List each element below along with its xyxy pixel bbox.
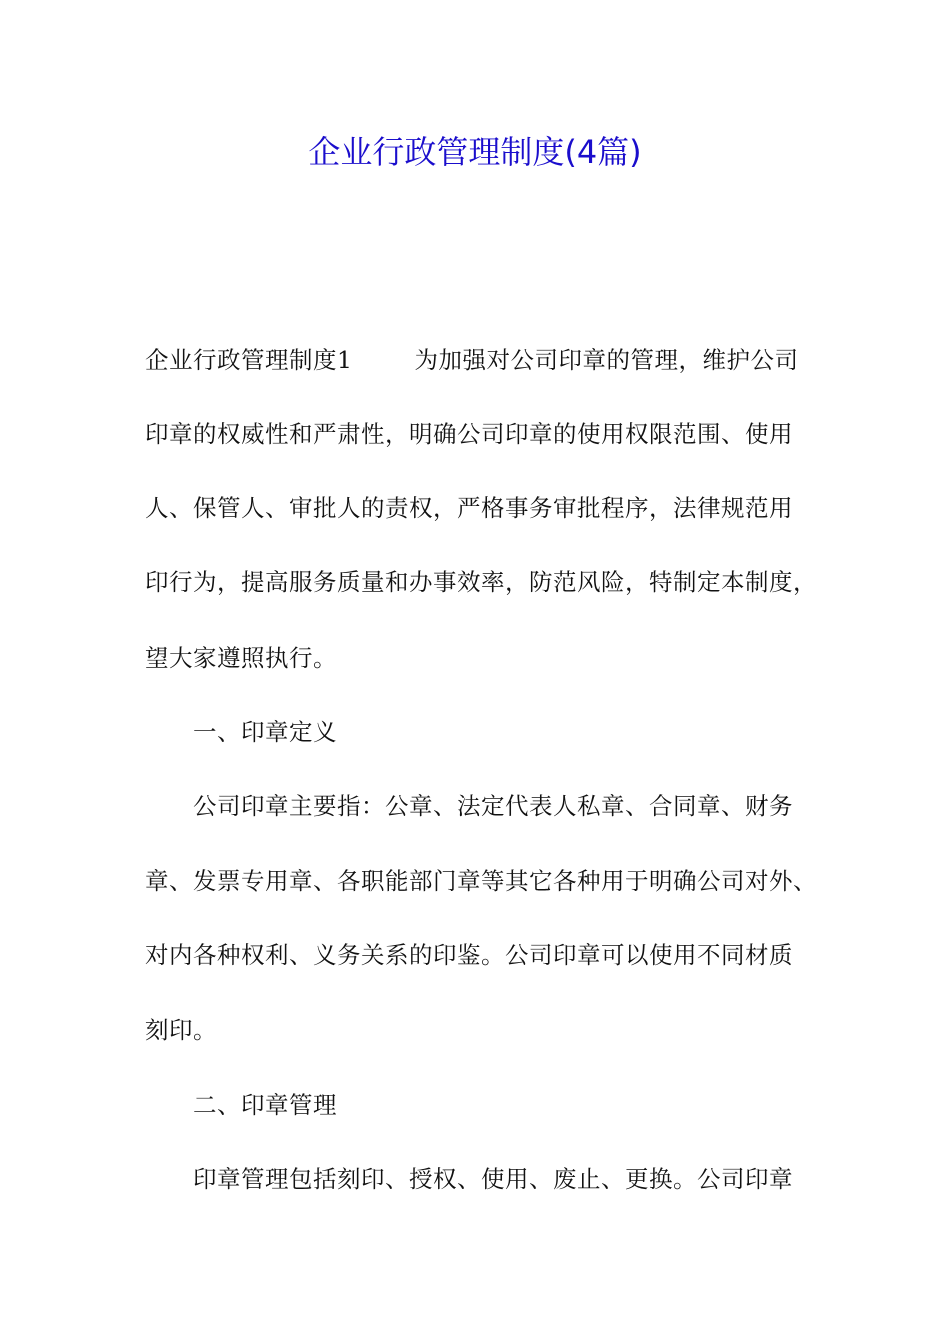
text-line: 对内各种权利、义务关系的印鉴。公司印章可以使用不同材质 [145, 941, 793, 969]
text-line: 章、发票专用章、各职能部门章等其它各种用于明确公司对外、 [145, 867, 817, 895]
text-line: 印章管理包括刻印、授权、使用、废止、更换。公司印章 [193, 1165, 793, 1193]
section-heading: 二、印章管理 [193, 1091, 337, 1119]
section-label: 企业行政管理制度1 [145, 346, 353, 374]
text-line: 望大家遵照执行。 [145, 644, 337, 672]
text-line [145, 345, 835, 375]
text-line: 印章的权威性和严肃性，明确公司印章的使用权限范围、使用 [145, 420, 793, 448]
text-line: 公司印章主要指：公章、法定代表人私章、合同章、财务 [193, 792, 793, 820]
text-line: 印行为，提高服务质量和办事效率，防范风险，特制定本制度， [145, 568, 817, 596]
section-heading: 一、印章定义 [193, 718, 337, 746]
text-line: 刻印。 [145, 1016, 217, 1044]
text-line: 人、保管人、审批人的责权，严格事务审批程序，法律规范用 [145, 494, 793, 522]
paragraph-text: 为加强对公司印章的管理，维护公司 [414, 346, 799, 374]
document-title: 企业行政管理制度(4篇) [308, 133, 642, 171]
